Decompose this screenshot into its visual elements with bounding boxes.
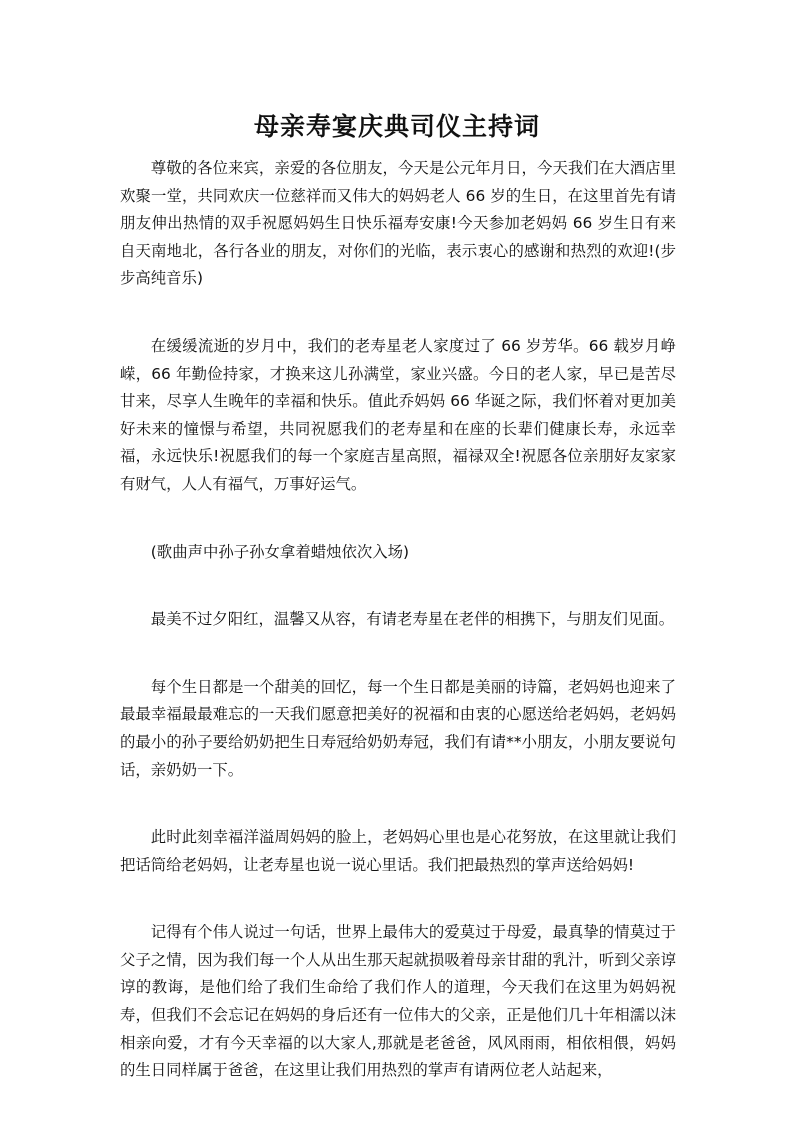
paragraph-stage-direction: (歌曲声中孙子孙女拿着蜡烛依次入场): [150, 542, 410, 561]
paragraph-welcome: 尊敬的各位来宾，亲爱的各位朋友，今天是公元年月日，今天我们在大酒店里欢聚一堂，共同欢庆一位慈祥而又伟大的妈妈老人 66 岁的生日，在这里首先有请朋友伸出热情的双手祝愿妈妈生日快乐福寿安康!今天参加老妈妈 66 岁生日有来自天南地北，各行各业的朋友，对你们的光临，表示衷心的感谢和热烈的欢迎!(步步高纯音乐): [120, 159, 676, 288]
paragraph-microphone: 此时此刻幸福洋溢周妈妈的脸上，老妈妈心里也是心花努放，在这里就让我们把话筒给老妈妈，让老寿星也说一说心里话。我们把最热烈的掌声送给妈妈!: [120, 828, 676, 874]
document-title: 母亲寿宴庆典司仪主持词: [253, 112, 540, 141]
paragraph-birthday-wishes: 每个生日都是一个甜美的回忆，每一个生日都是美丽的诗篇，老妈妈也迎来了最最幸福最最难忘的一天我们愿意把美好的祝福和由衷的心愿送给老妈妈，老妈妈的最小的孙子要给奶奶把生日寿冠给奶奶寿冠，我们有请**小朋友，小朋友要说句话，亲奶奶一下。: [120, 677, 676, 779]
paragraph-father-tribute: 记得有个伟人说过一句话，世界上最伟大的爱莫过于母爱，最真挚的情莫过于父子之情，因为我们每一个人从出生那天起就损吸着母亲甘甜的乳汁，听到父亲谆谆的教诲，是他们给了我们生命给了我们作人的道理，今天我们在这里为妈妈祝寿，但我们不会忘记在妈妈的身后还有一位伟大的父亲，正是他们几十年相濡以沫相亲向爱，才有今天幸福的以大家人,那就是老爸爸，风风雨雨，相依相偎，妈妈的生日同样属于爸爸，在这里让我们用热烈的掌声有请两位老人站起来，: [120, 923, 676, 1080]
paragraph-years: 在缓缓流逝的岁月中，我们的老寿星老人家度过了 66 岁芳华。66 载岁月峥嵘，66 年勤俭持家，才换来这儿孙满堂，家业兴盛。今日的老人家，早已是苦尽甘来，尽享人生晚年的幸福和快乐。值此乔妈妈 66 华诞之际，我们怀着对更加美好未来的憧憬与希望，共同祝愿我们的老寿星和在座的长辈们健康长寿，永远幸福，永远快乐!祝愿我们的每一个家庭吉星高照，福禄双全!祝愿各位亲朋好友家家有财气，人人有福气，万事好运气。: [120, 336, 676, 493]
document-body: [120, 155, 676, 1125]
paragraph-entrance: 最美不过夕阳红，温馨又从容，有请老寿星在老伴的相携下，与朋友们见面。: [150, 610, 675, 629]
